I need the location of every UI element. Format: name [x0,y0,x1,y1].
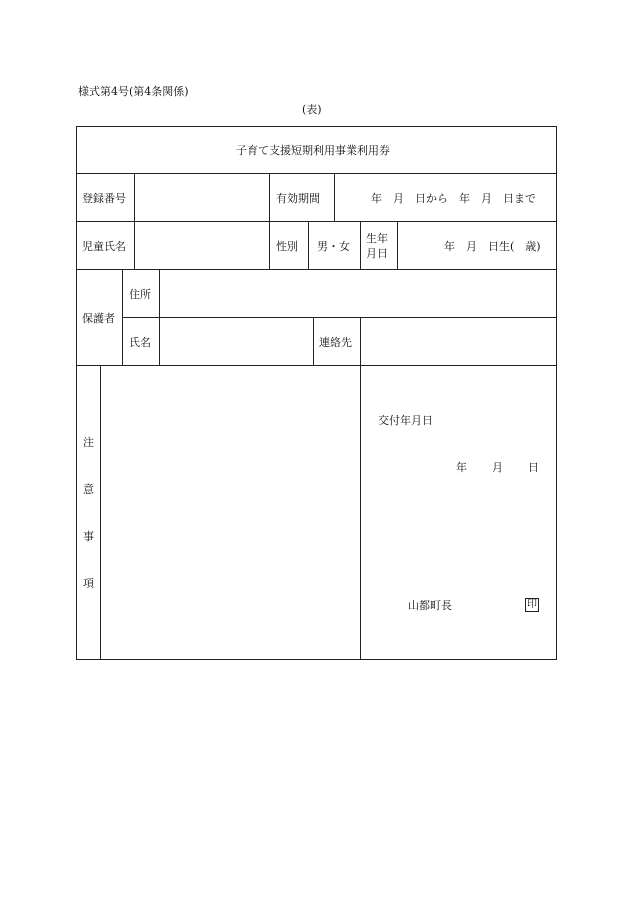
notes-label-char: 意 [83,483,94,496]
issue-date-year: 年 [456,461,467,474]
col-divider [334,173,335,221]
contact-label: 連絡先 [319,336,352,349]
row-divider [122,317,556,318]
notes-label-char: 項 [83,577,94,590]
issue-date-day: 日 [528,461,539,474]
birthdate-value: 年 月 日生( 歳) [444,240,541,253]
row-divider [76,221,556,222]
validity-period-label: 有効期間 [276,192,320,205]
form-table [76,126,557,660]
birthdate-label-line1: 生年 [366,232,388,245]
notes-label-char: 注 [83,436,94,449]
row-divider [76,365,556,366]
gender-options: 男・女 [317,240,350,253]
address-label: 住所 [129,288,151,301]
col-divider [269,221,270,269]
issuer-title: 山都町長 [408,599,452,612]
notes-label-char: 事 [83,530,94,543]
col-divider [397,221,398,269]
row-divider [76,269,556,270]
issue-date-month: 月 [492,461,503,474]
form-number: 様式第4号(第4条関係) [78,85,189,98]
issue-date-label: 交付年月日 [378,414,433,427]
col-divider [360,365,361,659]
seal-mark: 印 [527,599,537,610]
row-divider [76,173,556,174]
col-divider [134,173,135,221]
col-divider [308,221,309,269]
col-divider [100,365,101,659]
form-title: 子育て支援短期利用事業利用券 [236,144,390,157]
guardian-name-label: 氏名 [129,336,151,349]
col-divider [313,317,314,365]
child-name-label: 児童氏名 [82,240,126,253]
col-divider [269,173,270,221]
validity-period-value: 年 月 日から 年 月 日まで [371,192,536,205]
birthdate-label-line2: 月日 [366,247,388,260]
gender-label: 性別 [276,240,298,253]
col-divider [360,221,361,269]
col-divider [134,221,135,269]
registration-number-label: 登録番号 [82,192,126,205]
form-side-label: (表) [302,103,322,116]
col-divider [159,269,160,365]
col-divider [122,269,123,365]
guardian-label: 保護者 [82,312,115,325]
col-divider [360,317,361,365]
